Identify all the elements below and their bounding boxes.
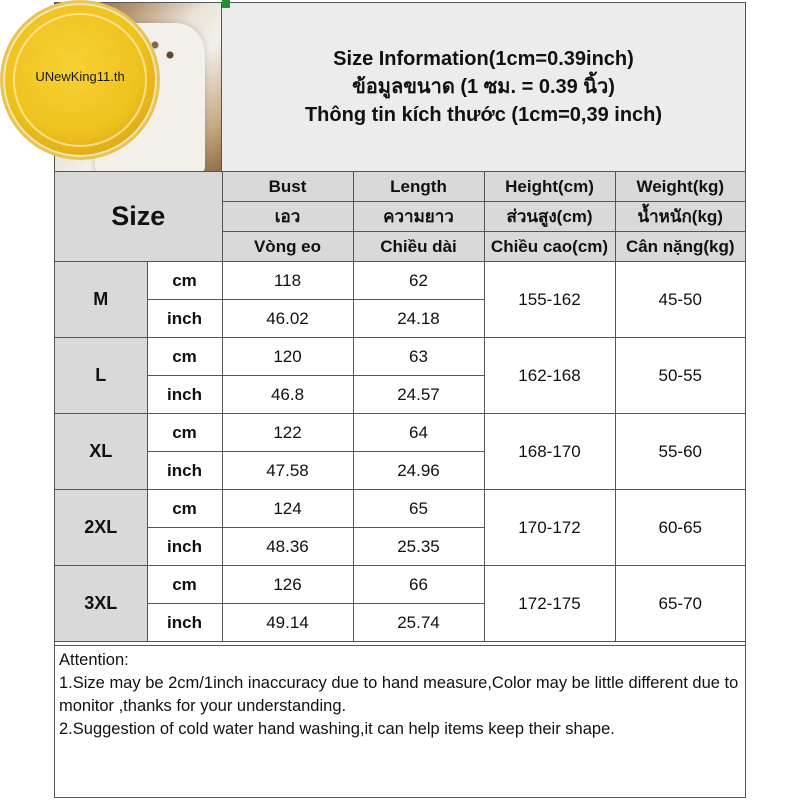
unit-cm: cm	[147, 490, 222, 528]
unit-inch: inch	[147, 376, 222, 414]
length-cm: 62	[353, 262, 484, 300]
col-bust-th: เอว	[222, 202, 353, 232]
corner-mark	[222, 0, 230, 8]
col-weight-th: น้ำหนัก(kg)	[615, 202, 745, 232]
size-label: L	[55, 338, 147, 414]
weight-range: 45-50	[615, 262, 745, 338]
height-range: 155-162	[484, 262, 615, 338]
unit-inch: inch	[147, 300, 222, 338]
size-table	[55, 171, 745, 642]
weight-range: 55-60	[615, 414, 745, 490]
store-badge	[0, 0, 160, 160]
title-vietnamese: Thông tin kích thước (1cm=0,39 inch)	[304, 104, 663, 126]
bust-inch: 49.14	[222, 604, 353, 642]
length-inch: 24.18	[353, 300, 484, 338]
bust-cm: 118	[222, 262, 353, 300]
size-label: XL	[55, 414, 147, 490]
table-row	[55, 338, 745, 376]
col-bust-en: Bust	[222, 172, 353, 202]
col-height-en: Height(cm)	[484, 172, 615, 202]
bust-inch: 46.02	[222, 300, 353, 338]
col-bust-vi: Vòng eo	[222, 232, 353, 262]
unit-cm: cm	[147, 262, 222, 300]
title-english: Size Information(1cm=0.39inch)	[333, 48, 634, 70]
store-name: UNewKing11.th	[35, 69, 125, 84]
title-thai: ข้อมูลขนาด (1 ซม. = 0.39 นิ้ว)	[352, 76, 615, 98]
note-line-1: 1.Size may be 2cm/1inch inaccuracy due to hand measure,Color may be little different due to monitor ,thanks for your understanding.	[59, 674, 739, 715]
length-cm: 66	[353, 566, 484, 604]
col-height-th: ส่วนสูง(cm)	[484, 202, 615, 232]
title-area	[222, 3, 745, 171]
weight-range: 60-65	[615, 490, 745, 566]
bust-cm: 120	[222, 338, 353, 376]
bust-inch: 46.8	[222, 376, 353, 414]
bust-inch: 47.58	[222, 452, 353, 490]
weight-range: 65-70	[615, 566, 745, 642]
bust-cm: 126	[222, 566, 353, 604]
height-range: 162-168	[484, 338, 615, 414]
unit-cm: cm	[147, 338, 222, 376]
height-range: 172-175	[484, 566, 615, 642]
length-inch: 24.96	[353, 452, 484, 490]
col-length-th: ความยาว	[353, 202, 484, 232]
bust-inch: 48.36	[222, 528, 353, 566]
length-inch: 25.74	[353, 604, 484, 642]
notes-heading: Attention:	[59, 651, 129, 669]
size-chart-sheet	[54, 2, 746, 798]
size-heading: Size	[55, 172, 222, 262]
height-range: 170-172	[484, 490, 615, 566]
attention-notes	[55, 645, 745, 744]
table-row	[55, 414, 745, 452]
length-cm: 63	[353, 338, 484, 376]
table-row	[55, 566, 745, 604]
unit-inch: inch	[147, 452, 222, 490]
length-inch: 24.57	[353, 376, 484, 414]
col-weight-vi: Cân nặng(kg)	[615, 232, 745, 262]
col-weight-en: Weight(kg)	[615, 172, 745, 202]
col-height-vi: Chiều cao(cm)	[484, 232, 615, 262]
bust-cm: 124	[222, 490, 353, 528]
length-inch: 25.35	[353, 528, 484, 566]
unit-cm: cm	[147, 414, 222, 452]
unit-cm: cm	[147, 566, 222, 604]
weight-range: 50-55	[615, 338, 745, 414]
col-length-en: Length	[353, 172, 484, 202]
size-label: 3XL	[55, 566, 147, 642]
height-range: 168-170	[484, 414, 615, 490]
col-length-vi: Chiều dài	[353, 232, 484, 262]
note-line-2: 2.Suggestion of cold water hand washing,it can help items keep their shape.	[59, 720, 615, 738]
unit-inch: inch	[147, 604, 222, 642]
table-row	[55, 262, 745, 300]
unit-inch: inch	[147, 528, 222, 566]
bust-cm: 122	[222, 414, 353, 452]
length-cm: 65	[353, 490, 484, 528]
length-cm: 64	[353, 414, 484, 452]
size-label: 2XL	[55, 490, 147, 566]
table-row	[55, 490, 745, 528]
header-row-en	[55, 172, 745, 202]
size-label: M	[55, 262, 147, 338]
